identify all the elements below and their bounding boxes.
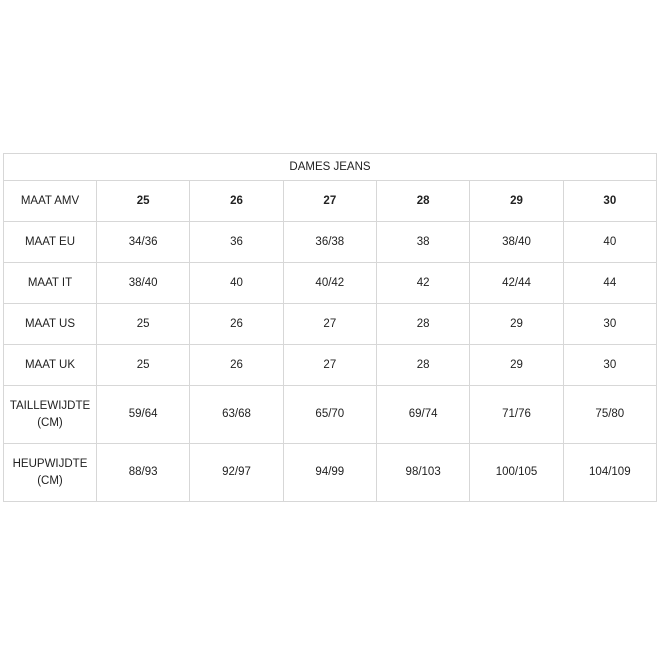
table-cell: 27 [283,181,376,222]
table-cell: 30 [563,345,656,386]
table-cell: 28 [376,181,469,222]
table-cell: 42 [376,263,469,304]
table-row [4,181,657,222]
table-cell: 25 [97,181,190,222]
table-cell: 25 [97,304,190,345]
table-cell: 100/105 [470,444,563,502]
table-cell: 75/80 [563,386,656,444]
table-cell: 59/64 [97,386,190,444]
table-cell: 94/99 [283,444,376,502]
table-cell: 36 [190,222,283,263]
table-cell: 26 [190,304,283,345]
row-label: MAAT AMV [4,181,97,222]
table-cell: 92/97 [190,444,283,502]
table-cell: 27 [283,304,376,345]
table-cell: 44 [563,263,656,304]
size-chart-table [3,153,657,502]
table-cell: 104/109 [563,444,656,502]
table-row [4,386,657,444]
table-cell: 26 [190,345,283,386]
table-cell: 29 [470,345,563,386]
table-title-row [4,154,657,181]
row-label-line: HEUPWIJDTE [12,457,88,470]
table-cell: 29 [470,304,563,345]
table-cell: 63/68 [190,386,283,444]
table-cell: 69/74 [376,386,469,444]
table-cell: 38/40 [97,263,190,304]
table-row [4,444,657,502]
table-cell: 28 [376,345,469,386]
table-cell: 40/42 [283,263,376,304]
table-cell: 26 [190,181,283,222]
row-label-unit: (CM) [37,474,63,487]
table-row [4,222,657,263]
table-cell: 40 [563,222,656,263]
table-cell: 38/40 [470,222,563,263]
table-cell: 38 [376,222,469,263]
table-cell: 98/103 [376,444,469,502]
table-title: DAMES JEANS [4,154,657,181]
table-cell: 28 [376,304,469,345]
table-cell: 30 [563,181,656,222]
table-cell: 27 [283,345,376,386]
row-label [4,386,97,444]
row-label: MAAT EU [4,222,97,263]
row-label: MAAT IT [4,263,97,304]
table-cell: 29 [470,181,563,222]
table-row [4,304,657,345]
table-cell: 34/36 [97,222,190,263]
row-label: MAAT UK [4,345,97,386]
table-cell: 88/93 [97,444,190,502]
table-cell: 36/38 [283,222,376,263]
row-label [4,444,97,502]
row-label: MAAT US [4,304,97,345]
table-cell: 30 [563,304,656,345]
table-cell: 65/70 [283,386,376,444]
table-cell: 42/44 [470,263,563,304]
table-row [4,345,657,386]
table-row [4,263,657,304]
table-cell: 25 [97,345,190,386]
row-label-unit: (CM) [37,416,63,429]
table-cell: 40 [190,263,283,304]
table-cell: 71/76 [470,386,563,444]
row-label-line: TAILLEWIJDTE [9,399,91,412]
